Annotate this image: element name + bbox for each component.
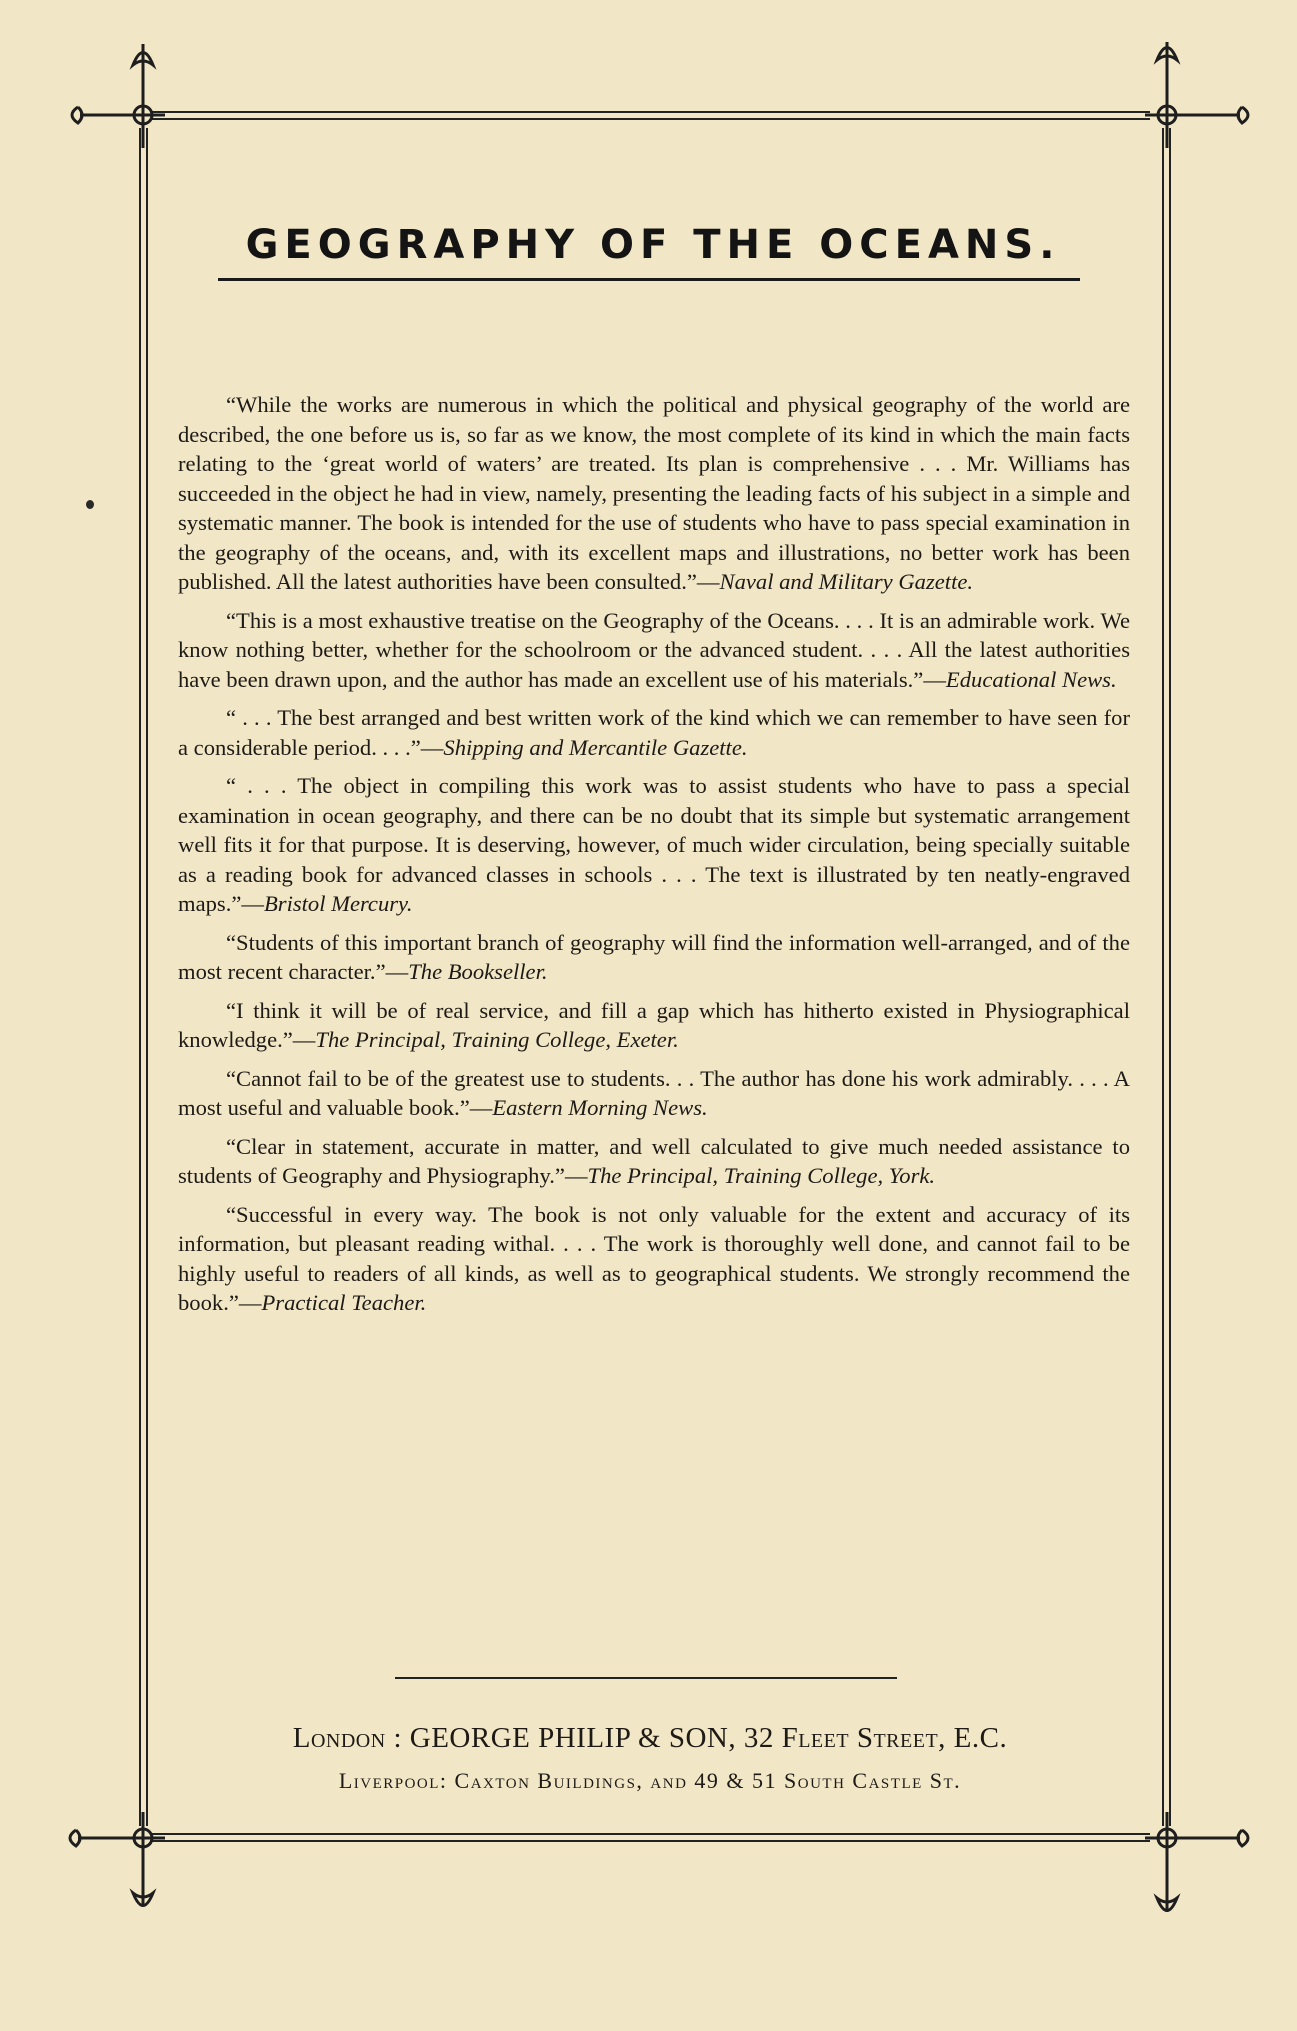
review-source: Educational News. [945,666,1117,692]
review-text: “Students of this important branch of geography will find the information well-arranged, and of the most recent character.”— [178,929,1130,984]
review-paragraph [178,703,1130,762]
review-source: Bristol Mercury. [263,891,413,916]
review-paragraph [178,996,1130,1055]
review-paragraph [178,1064,1130,1123]
review-source: Shipping and Mercantile Gazette. [443,734,748,760]
ink-dot [86,500,94,509]
page-title: GEOGRAPHY OF THE OCEANS. [245,222,1061,268]
review-source: The Principal, Training College, York. [587,1163,936,1188]
corner-ornament-bottom-right-icon [1145,1812,1248,1912]
review-text: “I think it will be of real service, and fill a gap which has hitherto existed in Physiographical knowledge.”— [178,997,1130,1052]
review-paragraph [178,606,1130,695]
imprint-liverpool: Liverpool: Caxton Buildings, and 49 & 51 South Castle St. [338,1768,962,1793]
review-paragraph [178,1200,1130,1318]
review-text: “Clear in statement, accurate in matter, and well calculated to give much needed assistance to students of Geography and Physiography.”— [178,1133,1130,1188]
review-paragraph [178,1132,1130,1191]
review-paragraph [178,390,1130,597]
review-text: “Successful in every way. The book is not only valuable for the extent and accuracy of its information, but pleasant reading withal. . . . The work is thoroughly well done, and cannot fail to be highly useful to readers of all kinds, as well as to geographical students. We strongly recommend the book.”— [178,1201,1130,1315]
review-source: Naval and Military Gazette. [719,569,974,594]
review-text: “While the works are numerous in which the political and physical geography of the world are described, the one before us is, so far as we know, the most complete of its kind in which the main facts relating to the ‘great world of waters’ are treated. Its plan is comprehensive . . . Mr. Williams has succeeded in the object he had in view, namely, presenting the leading facts of his subject in a simple and systematic manner. The book is intended for the use of students who have to pass special examination in the geography of the oceans, and, with its excellent maps and illustrations, no better work has been published. All the latest authorities have been consulted.”— [178,392,1130,594]
corner-ornament-bottom-left-icon [70,1812,165,1906]
review-paragraph [178,928,1130,987]
review-text: “ . . . The best arranged and best written work of the kind which we can remember to have seen for a considerable period. . . .”— [178,705,1130,760]
review-source: Practical Teacher. [261,1290,427,1315]
review-text: “Cannot fail to be of the greatest use to students. . . The author has done his work admirably. . . . A most useful and valuable book.”— [178,1065,1130,1120]
corner-ornament-top-left-icon [72,44,165,148]
review-source: The Principal, Training College, Exeter. [315,1027,679,1052]
review-text: “ . . . The object in compiling this work was to assist students who have to pass a special examination in ocean geography, and there can be no doubt that its simple but systematic arrangement well fits it for that purpose. It is deserving, however, of much wider circulation, being specially suitable as a reading book for advanced classes in schools . . . The text is illustrated by ten neatly-engraved maps.”— [178,773,1130,916]
review-source: Eastern Morning News. [492,1095,708,1120]
review-source: The Bookseller. [408,959,548,984]
review-paragraph [178,771,1130,919]
imprint-london: London : GEORGE PHILIP & SON, 32 Fleet Street, E.C. [292,1722,1008,1754]
review-text: “This is a most exhaustive treatise on the Geography of the Oceans. . . . It is an admirable work. We know nothing better, whether for the schoolroom or the advanced student. . . . All the latest authorities have been drawn upon, and the author has made an excellent use of his materials.”— [178,607,1130,692]
section-divider [395,1677,897,1679]
corner-ornament-top-right-icon [1145,42,1248,148]
reviews-list [178,390,1130,1327]
title-underline [218,278,1080,281]
